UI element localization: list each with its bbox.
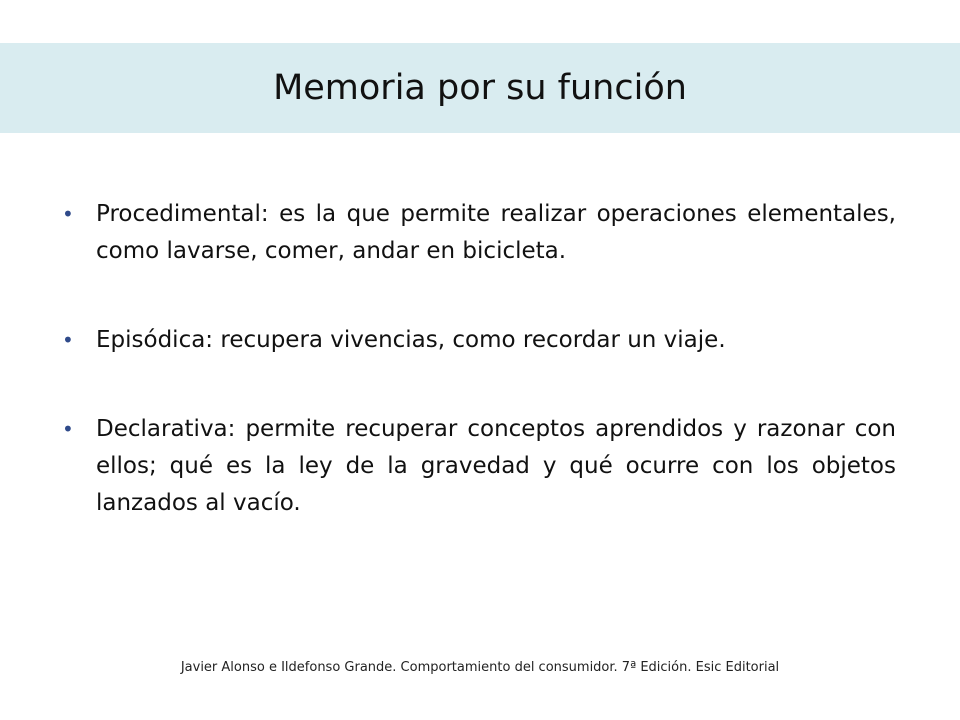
bullet-text: Procedimental: es la que permite realizar operaciones elementales, como lavarse, comer, andar en bicicleta. (96, 201, 896, 264)
bullet-item-procedimental (62, 196, 896, 270)
bullet-list (62, 196, 896, 522)
bullet-text: Declarativa: permite recuperar conceptos aprendidos y razonar con ellos; qué es la ley de la gravedad y qué ocurre con los objetos lanzados al vacío. (96, 416, 896, 516)
title-band (0, 43, 960, 133)
footer-citation: Javier Alonso e Ildefonso Grande. Comportamiento del consumidor. 7ª Edición. Esic Editorial (180, 660, 780, 675)
bullet-text: Episódica: recupera vivencias, como recordar un viaje. (96, 327, 726, 353)
bullet-item-declarativa (62, 411, 896, 522)
slide-title: Memoria por su función (273, 68, 687, 108)
bullet-icon: • (62, 417, 74, 441)
bullet-icon: • (62, 328, 74, 352)
bullet-item-episodica (62, 322, 896, 359)
bullet-icon: • (62, 202, 74, 226)
